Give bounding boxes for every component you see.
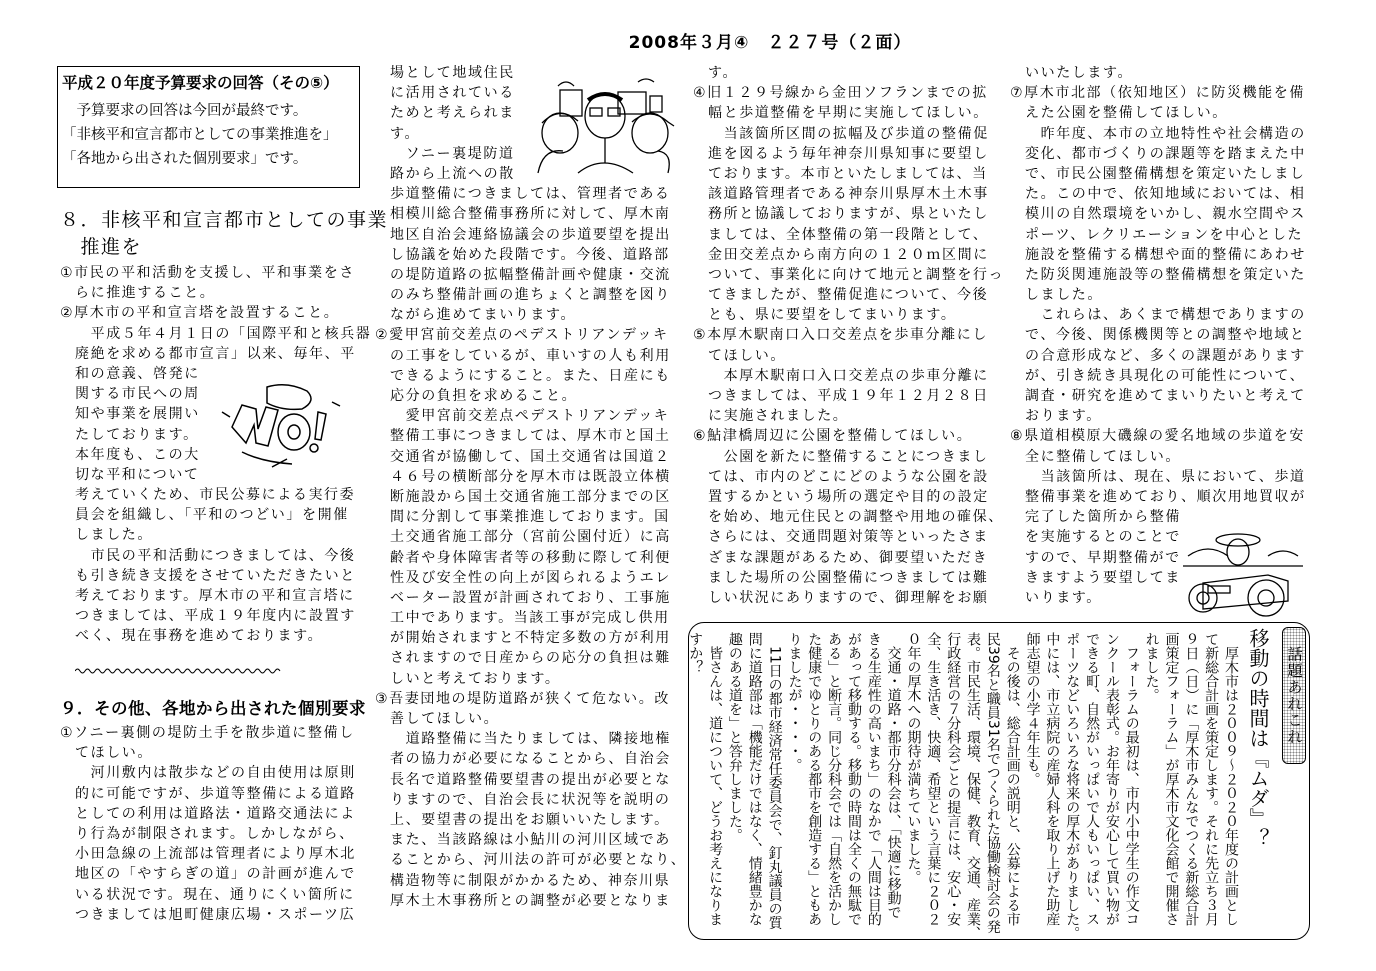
text-line: 調査・研究を進めてまいりたいと考えて bbox=[1025, 388, 1306, 404]
text-line: の合意形成など、多くの課題があります bbox=[1025, 347, 1306, 364]
text-line: つきましては、平成１９年度内に設置す bbox=[75, 608, 356, 625]
vertical-text-line: 厚木市は２００９～２０２０年度の計画とし bbox=[1223, 632, 1239, 926]
vertical-text-line: た健康でゆとりのある都市を創造する」ともあ bbox=[806, 632, 823, 926]
vertical-text-line: ある」と断言。同じ分科会では「自然を活かし bbox=[826, 632, 843, 926]
text-line: 場として地域住民 bbox=[390, 65, 515, 81]
text-line: が開始されますと不特定多数の方が利用 bbox=[390, 630, 671, 647]
vertical-text-line: 民39名と職員31名でつくられた協働検討会の発 bbox=[984, 632, 1001, 934]
text-line: で、市民公園整備構想を策定いたしまし bbox=[1025, 165, 1306, 182]
vertical-text-line: できる町、自然がいっぱいで人もいっぱい、ス bbox=[1084, 632, 1101, 926]
topics-label: 話題あれこれ bbox=[1282, 627, 1306, 764]
text-line: 相模川総合整備事務所に対して、厚木南 bbox=[390, 206, 671, 223]
vertical-text-line: 中には、市立病院の産婦人科を取り上げた助産 bbox=[1044, 632, 1061, 926]
text-line: 齢者や身体障害者等の移動に際して利便 bbox=[390, 549, 671, 566]
text-line: り行為が制限されます。しかしながら、 bbox=[75, 825, 355, 842]
vertical-text-line: 問に道路部は「機能だけではなく、情緒豊かな bbox=[746, 632, 763, 926]
vertical-text-line: きる生産性の高いまち」のなかで「人間は目的 bbox=[865, 632, 882, 926]
text-line: 間に分割して事業推進しております。国 bbox=[390, 509, 670, 526]
vertical-text-line: その後は、総合計画の説明と、公募による市 bbox=[1004, 632, 1021, 926]
text-line: いいたします。 bbox=[1025, 65, 1134, 81]
text-line: で、今後、関係機関等との調整や地域と bbox=[1025, 327, 1306, 344]
text-line: 土交通省施工部分（宮前公園付近）に高 bbox=[390, 529, 671, 546]
vertical-text-line: りましたが・・・・。 bbox=[786, 632, 803, 772]
vertical-text-line: 表。市民生活、環境、保健、教育、交通、産業、 bbox=[965, 632, 982, 940]
vertical-text-line: 趣のある道を」と答弁しました。 bbox=[726, 632, 743, 842]
text-line: 工中であります。当該工事が完成し供用 bbox=[390, 610, 670, 627]
text-line: ソニー裏堤防道 bbox=[390, 145, 515, 162]
text-line: らに推進すること。 bbox=[75, 285, 216, 302]
text-line: これらは、あくまで構想でありますの bbox=[1025, 307, 1306, 324]
vertical-text-line: ンクール表彰式。お年寄りが安心して買い物が bbox=[1103, 632, 1120, 926]
vertical-text-line: れました。 bbox=[1143, 632, 1160, 702]
text-line: 模川の自然環境をいかし、親水空間やス bbox=[1025, 206, 1306, 223]
text-line: 当該箇所区間の拡幅及び歩道の整備促 bbox=[708, 125, 989, 142]
section-8-heading bbox=[60, 207, 388, 261]
request-item-line: ①市民の平和活動を支援し、平和事業をさ bbox=[60, 265, 355, 281]
vertical-text-line: フォーラムの最初は、市内小中学生の作文コ bbox=[1123, 632, 1140, 926]
text-line: できるようにすること。また、日産にも bbox=[390, 367, 671, 384]
text-line: いる状況です。現在、通りにくい箇所に bbox=[75, 886, 355, 903]
text-line: を始め、地元住民との調整や用地の確保、 bbox=[708, 509, 1004, 526]
text-line: し協議を始めた段階です。今後、道路部 bbox=[390, 246, 670, 263]
text-line: 考えております。厚木市の平和宣言塔に bbox=[75, 588, 355, 604]
text-line: ては、市内のどこにどのような公園を設 bbox=[708, 468, 989, 485]
text-line: ベーター設置が計画されており、工事施 bbox=[390, 589, 671, 606]
request-item-line: ①ソニー裏側の堤防土手を散歩道に整備し bbox=[60, 725, 355, 741]
notice-line: 「各地から出された個別要求」です。 bbox=[62, 151, 308, 167]
text-line: えた公園を整備してほしい。 bbox=[1025, 105, 1228, 122]
text-line: 全に整備してほしい。 bbox=[1025, 448, 1181, 465]
heading-line: ８．非核平和宣言都市としての事業 bbox=[60, 209, 389, 231]
text-line: 愛甲宮前交差点ペデストリアンデッキ bbox=[390, 408, 670, 425]
text-line: りますので、自治会長に状況等を説明の bbox=[390, 791, 671, 808]
text-line: 的に可能ですが、歩道等整備による道路 bbox=[75, 785, 356, 802]
text-line: の工事をしているが、車いすの人も利用 bbox=[390, 347, 671, 364]
text-line: の堤防道路の拡幅整備計画や健康・交流 bbox=[390, 266, 671, 283]
text-line: しました。 bbox=[1025, 287, 1103, 304]
vertical-text-line: ０年の厚木への期待が満ちていました。 bbox=[905, 632, 922, 884]
text-line: 道路整備に当たりましては、隣接地権 bbox=[390, 731, 671, 748]
text-line: 幅と歩道整備を早期に実施してほしい。 bbox=[708, 105, 989, 122]
text-line: 平成５年４月１日の「国際平和と核兵器 bbox=[75, 325, 372, 342]
text-line: 整備事業を進めており、順次用地買収が bbox=[1025, 488, 1306, 505]
notice-line: 「非核平和宣言都市としての事業推進を」 bbox=[62, 127, 338, 143]
text-line: てほしい。 bbox=[75, 745, 153, 762]
request-item-line: ⑤本厚木駅南口入口交差点を歩車分離にし bbox=[693, 327, 988, 344]
text-line: ることから、河川法の許可が必要となり、 bbox=[390, 852, 687, 869]
column-2-body bbox=[375, 63, 687, 911]
text-line: おります。 bbox=[1025, 408, 1102, 425]
text-line: 施設を整備する構想や面的整備にあわせ bbox=[1025, 246, 1306, 263]
text-line: 厚木土木事務所との調整が必要となりま bbox=[390, 892, 671, 909]
text-line: 該道路管理者である神奈川県厚木土木事 bbox=[708, 186, 989, 203]
text-line: 本年度も、この大 bbox=[75, 446, 200, 463]
text-line: 構造物等に制限がかかるため、神奈川県 bbox=[390, 872, 671, 889]
vertical-text-line: ９日（日）に「厚木市みんなでつくる新総合計 bbox=[1183, 632, 1200, 926]
text-line: 河川敷内は散歩などの自由使用は原則 bbox=[75, 765, 356, 782]
text-line: いります。 bbox=[1025, 589, 1102, 606]
text-line: 地区の「やすらぎの道」の計画が進んで bbox=[75, 866, 356, 883]
text-line: ました場所の公園整備につきましては難 bbox=[708, 569, 989, 586]
text-line: に活用されている bbox=[390, 85, 515, 102]
text-line: ついて、事業化に向けて地元と調整を行っ bbox=[708, 266, 1005, 283]
text-line: 金田交差点から南方向の１２０ｍ区間に bbox=[708, 246, 989, 263]
issue-header: 2008年３月④ ２２７号（２面） bbox=[628, 33, 912, 53]
text-line: 市民の平和活動につきましては、今後 bbox=[75, 547, 356, 564]
notice-box bbox=[57, 66, 360, 188]
people-illustration bbox=[528, 78, 683, 176]
text-line: を実施するとのことで bbox=[1025, 529, 1181, 546]
topics-body bbox=[687, 632, 1240, 940]
text-line: 者の協力が必要になることから、自治会 bbox=[390, 751, 671, 768]
vertical-text-line: すか？ bbox=[687, 632, 704, 674]
text-line: また、当該路線は小鮎川の河川区域であ bbox=[390, 832, 671, 849]
text-line: つきましては旭町健康広場・スポーツ広 bbox=[75, 906, 356, 923]
text-line: のみち整備計画の進ちょくと調整を図り bbox=[390, 287, 671, 304]
text-line: 置するかという場所の選定や目的の設定 bbox=[708, 488, 989, 505]
text-line: さらには、交通問題対策等といったさま bbox=[708, 529, 989, 546]
text-line: に実施されました。 bbox=[708, 408, 849, 425]
text-line: しい状況にありますので、御理解をお願 bbox=[708, 589, 989, 606]
text-line: 変化、都市づくりの課題等を踏まえた中 bbox=[1025, 145, 1306, 162]
vertical-text-line: 交通・道路・都市分科会は、「快適に移動で bbox=[885, 632, 902, 919]
request-item-line: ⑥鮎津橋周辺に公園を整備してほしい。 bbox=[693, 428, 973, 445]
text-line: たしております。 bbox=[75, 426, 199, 443]
vertical-text-line: があって移動する。移動の時間は全くの無駄で bbox=[845, 632, 862, 926]
text-line: てきましたが、整備促進について、今後 bbox=[708, 287, 989, 304]
text-line: されますので日産からの応分の負担は難 bbox=[390, 650, 671, 667]
topics-title: 移動の時間は『ムダ』？ bbox=[1246, 628, 1270, 848]
text-line: 交通省が協働して、国土交通省は国道２ bbox=[390, 448, 671, 465]
text-line: 切な平和について bbox=[75, 466, 200, 483]
text-line: す。 bbox=[708, 65, 739, 81]
text-line: 地区自治会連絡協議会の歩道要望を提出 bbox=[390, 226, 671, 243]
vertical-text-line: 師志望の小学４年生も。 bbox=[1024, 632, 1041, 786]
text-line: 応分の負担を求めること。 bbox=[390, 388, 578, 404]
text-line: としての利用は道路法・道路交通法によ bbox=[75, 805, 356, 822]
text-line: た。この中で、依知地域においては、相 bbox=[1025, 186, 1306, 203]
text-line: 上、要望書の提出をお願いいたします。 bbox=[390, 811, 670, 828]
vertical-text-line: 全、生き活き、快適、希望という言葉に２０２ bbox=[925, 632, 942, 926]
vertical-text-line: て新総合計画を策定します。それに先立ち３月 bbox=[1203, 632, 1220, 926]
column-4-body bbox=[1010, 63, 1306, 608]
text-line: 進を図るよう毎年神奈川県知事に要望し bbox=[708, 145, 989, 162]
text-line: 長名で道路整備要望書の提出が必要とな bbox=[390, 771, 671, 788]
text-line: 路から上流への散 bbox=[390, 165, 515, 182]
text-line: 歩道整備につきましては、管理者である bbox=[390, 186, 671, 203]
text-line: た防災関連施設等の整備構想を策定いた bbox=[1025, 266, 1306, 283]
request-item-line: ②厚木市の平和宣言塔を設置すること。 bbox=[60, 305, 340, 322]
text-line: 知や事業を展開い bbox=[75, 406, 200, 423]
vertical-text-line: 画策定フォーラム」が厚木市文化会館で開催さ bbox=[1163, 632, 1180, 926]
text-line: ざまな課題があるため、御要望いただき bbox=[708, 549, 989, 566]
text-line: ポーツ、レクリエーションを中心とした bbox=[1025, 226, 1304, 243]
text-line: 廃絶を求める都市宣言」以来、毎年、平 bbox=[75, 345, 356, 362]
text-line: 考えていくため、市民公募による実行委 bbox=[75, 487, 356, 504]
vertical-text-line: ポーツなどいろいろな将来の厚木がありました。 bbox=[1064, 632, 1081, 940]
wavy-divider bbox=[75, 666, 285, 676]
request-item-line: ④旧１２９号線から金田ソフランまでの拡 bbox=[693, 85, 988, 102]
text-line: ためと考えられま bbox=[390, 105, 515, 122]
text-line: 断施設から国土交通省施工部分までの区 bbox=[390, 488, 671, 505]
text-line: 昨年度、本市の立地特性や社会構造の bbox=[1025, 125, 1306, 142]
text-line: しいと考えております。 bbox=[390, 670, 561, 687]
text-line: つきましては、平成１９年１２月２８日 bbox=[708, 388, 989, 404]
vertical-text-line: 行政経営の７分科会ごとの提言には、安心・安 bbox=[945, 632, 962, 926]
vertical-text-line: 皆さんは、道について、どうお考えになりま bbox=[707, 632, 724, 926]
no-sign-illustration bbox=[212, 382, 347, 474]
vertical-text-line: 11日の都市経済常任委員会で、釘丸議員の質 bbox=[766, 632, 783, 930]
text-line: 整備工事につきましては、厚木市と国土 bbox=[390, 428, 671, 445]
column-1-section-9-body bbox=[60, 723, 356, 925]
text-line: とも、県に要望をしてまいります。 bbox=[708, 307, 957, 324]
text-line: も引き続き支援をさせていただきたいと bbox=[75, 567, 356, 584]
notice-title: 平成２０年度予算要求の回答（その⑤） bbox=[62, 74, 339, 92]
tractor-illustration bbox=[1178, 528, 1308, 618]
text-line: 関する市民への周 bbox=[75, 386, 200, 403]
text-line: 務所と協議しておりますが、県といたし bbox=[708, 206, 989, 223]
text-line: 員会を組織し、「平和のつどい」を開催 bbox=[75, 507, 349, 524]
text-line: す。 bbox=[390, 125, 421, 142]
text-line: 本厚木駅南口入口交差点の歩車分離に bbox=[708, 367, 989, 384]
notice-body bbox=[62, 99, 338, 171]
text-line: ております。本市といたしましては、当 bbox=[708, 165, 988, 182]
text-line: すので、早期整備がで bbox=[1025, 549, 1181, 566]
request-item-line: ③吾妻団地の堤防道路が狭くて危ない。改 bbox=[375, 690, 670, 707]
text-line: が、引き続き具現化の可能性について、 bbox=[1025, 367, 1306, 384]
text-line: 当該箇所は、現在、県において、歩道 bbox=[1025, 468, 1306, 485]
text-line: きますよう要望してま bbox=[1025, 569, 1181, 586]
request-item-line: ⑦厚木市北部（依知地区）に防災機能を備 bbox=[1010, 85, 1305, 102]
text-line: てほしい。 bbox=[708, 347, 786, 364]
text-line: 完了した箇所から整備 bbox=[1025, 509, 1181, 526]
text-line: 性及び安全性の向上が図られるようエレ bbox=[390, 569, 671, 586]
text-line: しました。 bbox=[75, 527, 153, 544]
text-line: ながら進めてまいります。 bbox=[390, 307, 577, 324]
section-9-heading: ９．その他、各地から出された個別要求 bbox=[60, 699, 366, 718]
notice-line: 予算要求の回答は今回が最終です。 bbox=[62, 103, 308, 119]
text-line: 公園を新たに整備することにつきまし bbox=[708, 448, 989, 465]
request-item-line: ⑧県道相模原大磯線の愛名地域の歩道を安 bbox=[1010, 428, 1305, 445]
text-line: 善してほしい。 bbox=[390, 711, 500, 727]
text-line: べく、現在事務を進めております。 bbox=[75, 628, 324, 645]
text-line: ましては、全体整備の第一段階として、 bbox=[708, 226, 989, 243]
request-item-line: ②愛甲宮前交差点のペデストリアンデッキ bbox=[375, 327, 669, 344]
text-line: ４６号の横断部分を厚木市は既設立体横 bbox=[390, 468, 671, 485]
column-3-body bbox=[693, 63, 1005, 608]
heading-line: 推進を bbox=[60, 236, 143, 258]
text-line: 和の意義、啓発に bbox=[75, 365, 200, 382]
text-line: 小田急線の上流部は管理者により厚木北 bbox=[75, 846, 356, 863]
